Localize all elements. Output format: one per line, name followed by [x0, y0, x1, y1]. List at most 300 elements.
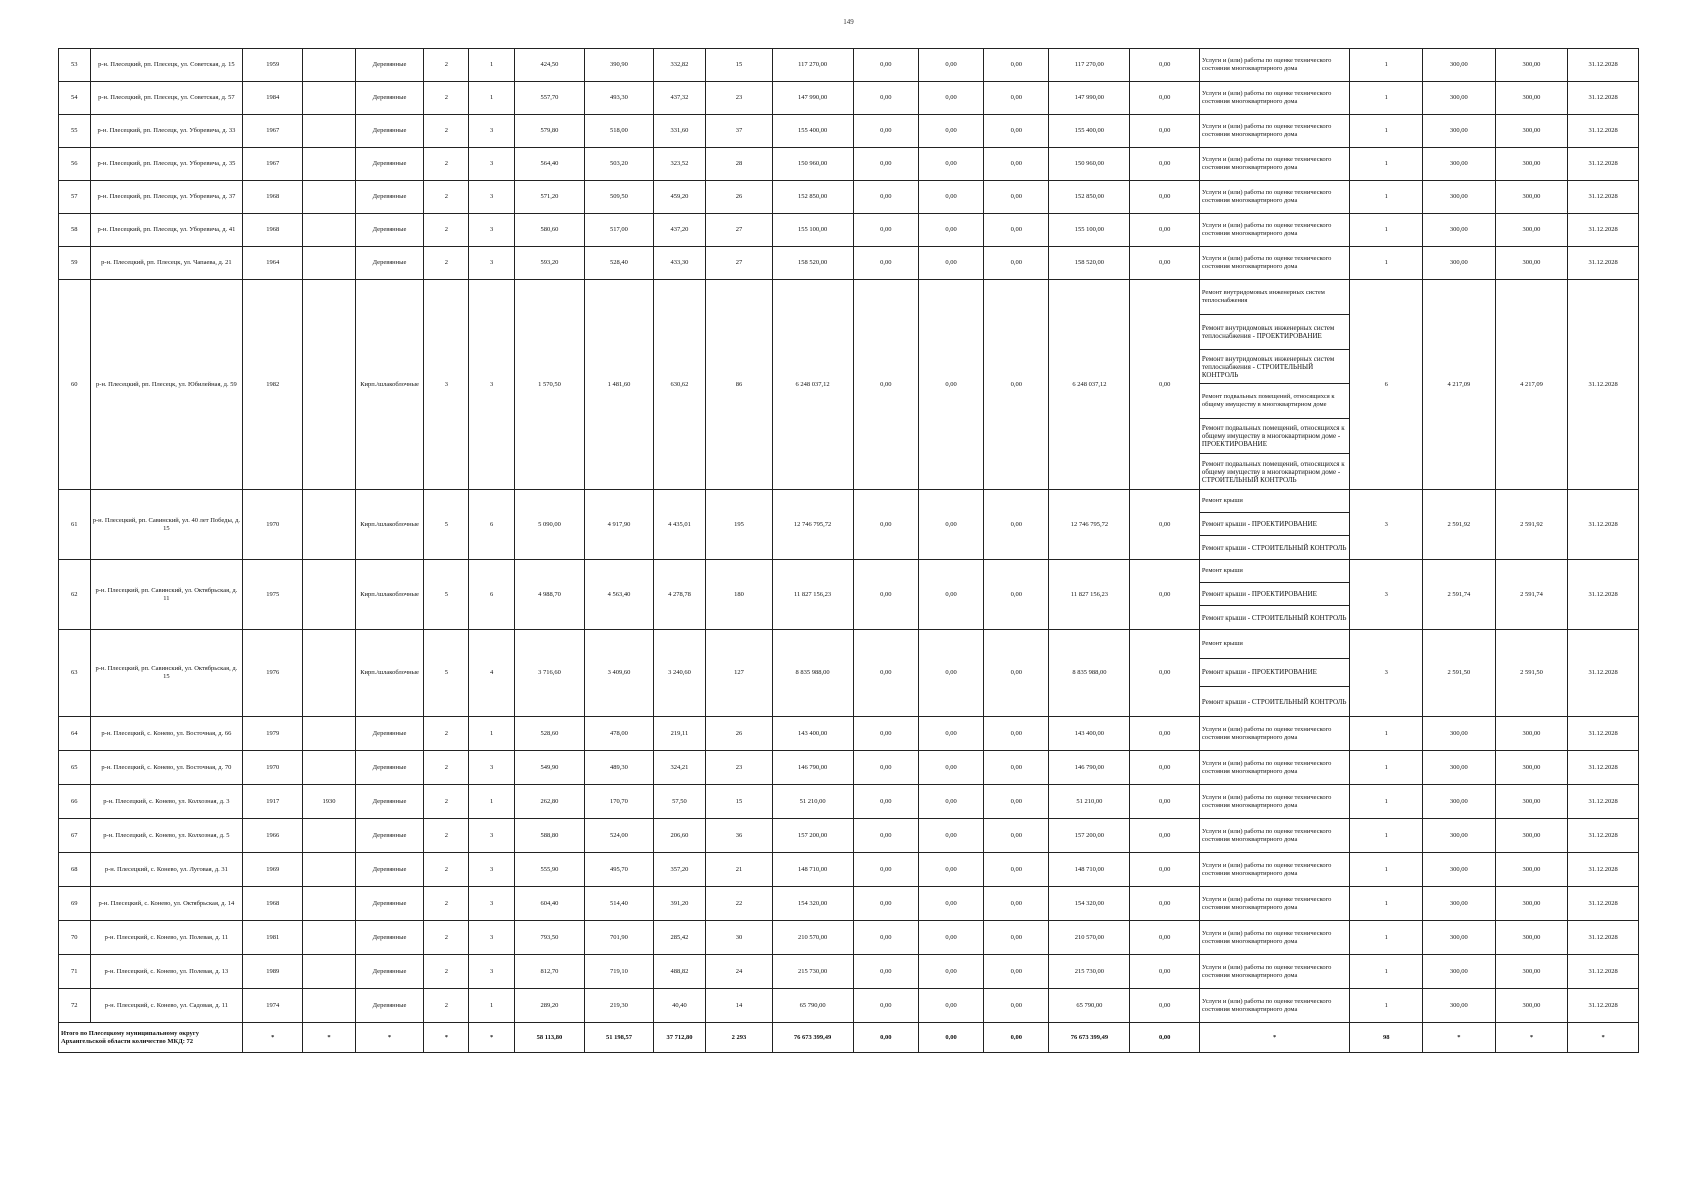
fund-cell: 0,00: [984, 955, 1049, 989]
row-number: 68: [59, 853, 91, 887]
owners-funds-cell: 12 746 795,72: [1049, 490, 1130, 560]
row-number: 60: [59, 280, 91, 490]
fund-cell: 0,00: [853, 148, 918, 181]
year-built-cell: 1974: [243, 989, 303, 1023]
premises-area-cell: 495,70: [585, 853, 653, 887]
residents-cell: 22: [706, 887, 772, 921]
floors-cell: 2: [424, 214, 469, 247]
works-cell: [1199, 785, 1350, 819]
unit-cost-cell: 300,00: [1423, 819, 1496, 853]
work-item: Ремонт крыши - ПРОЕКТИРОВАНИЕ: [1200, 659, 1350, 688]
total-area-cell: 579,80: [514, 115, 585, 148]
unit-cost-cell: 300,00: [1423, 181, 1496, 214]
total-cost-cell: 210 570,00: [772, 921, 853, 955]
premises-area-cell: 509,50: [585, 181, 653, 214]
year-built-cell: 1968: [243, 887, 303, 921]
works-count-cell: 1: [1350, 751, 1423, 785]
owners-funds-cell: 150 960,00: [1049, 148, 1130, 181]
year-built-cell: 1966: [243, 819, 303, 853]
floors-cell: 3: [424, 280, 469, 490]
row-number: 62: [59, 560, 91, 630]
year-built-cell: 1969: [243, 853, 303, 887]
work-item: Услуги и (или) работы по оценке технического состояния многоквартирного дома: [1201, 222, 1332, 237]
total-area-cell: 5 090,00: [514, 490, 585, 560]
total-cost-cell: 158 520,00: [772, 247, 853, 280]
entrances-cell: 3: [469, 214, 514, 247]
fund-cell: 0,00: [853, 115, 918, 148]
total-area-cell: 593,20: [514, 247, 585, 280]
fund-cell: 0,00: [853, 82, 918, 115]
fund-cell: 0,00: [918, 247, 983, 280]
other-funds-cell: 0,00: [1130, 785, 1199, 819]
total-cost-cell: 143 400,00: [772, 717, 853, 751]
year-reconstruction-cell: [303, 853, 356, 887]
owners-funds-cell: 155 100,00: [1049, 214, 1130, 247]
table-row: [59, 751, 1639, 785]
fund-cell: 0,00: [984, 214, 1049, 247]
entrances-cell: 3: [469, 853, 514, 887]
address-cell: р-н. Плесецкий, рп. Плесецк, ул. Уборевича, д. 33: [90, 115, 243, 148]
total-entrances-cell: *: [469, 1023, 514, 1053]
year-built-cell: 1984: [243, 82, 303, 115]
year-reconstruction-cell: [303, 989, 356, 1023]
fund-cell: 0,00: [918, 148, 983, 181]
table-row: [59, 989, 1639, 1023]
owners-funds-cell: 117 270,00: [1049, 49, 1130, 82]
wall-material-cell: Деревянные: [355, 785, 423, 819]
address-cell: р-н. Плесецкий, с. Конево, ул. Колхозная, д. 5: [90, 819, 243, 853]
table-row: [59, 214, 1639, 247]
residential-area-cell: 206,60: [653, 819, 706, 853]
unit-cost-cell: 300,00: [1423, 148, 1496, 181]
year-built-cell: 1967: [243, 148, 303, 181]
total-cost-cell: 157 200,00: [772, 819, 853, 853]
works-cell: [1199, 560, 1350, 630]
fund-cell: 0,00: [984, 247, 1049, 280]
year-reconstruction-cell: [303, 717, 356, 751]
premises-area-cell: 390,90: [585, 49, 653, 82]
deadline-cell: 31.12.2028: [1568, 853, 1639, 887]
floors-cell: 5: [424, 490, 469, 560]
fund-cell: 0,00: [984, 853, 1049, 887]
total-area-cell: 564,40: [514, 148, 585, 181]
fund-cell: 0,00: [918, 819, 983, 853]
year-reconstruction-cell: [303, 560, 356, 630]
works-cell: [1199, 115, 1350, 148]
premises-area-cell: 503,20: [585, 148, 653, 181]
address-cell: р-н. Плесецкий, рп. Плесецк, ул. Юбилейная, д. 59: [90, 280, 243, 490]
works-count-cell: 3: [1350, 490, 1423, 560]
fund-cell: 0,00: [918, 181, 983, 214]
fund-cell: 0,00: [918, 115, 983, 148]
total-cost-cell: 117 270,00: [772, 49, 853, 82]
fund-cell: 0,00: [984, 921, 1049, 955]
entrances-cell: 1: [469, 989, 514, 1023]
works-cell: [1199, 630, 1350, 717]
entrances-cell: 3: [469, 280, 514, 490]
year-reconstruction-cell: [303, 49, 356, 82]
entrances-cell: 6: [469, 560, 514, 630]
floors-cell: 2: [424, 955, 469, 989]
owners-funds-cell: 148 710,00: [1049, 853, 1130, 887]
other-funds-cell: 0,00: [1130, 247, 1199, 280]
other-funds-cell: 0,00: [1130, 751, 1199, 785]
address-cell: р-н. Плесецкий, рп. Плесецк, ул. Уборевича, д. 41: [90, 214, 243, 247]
year-reconstruction-cell: [303, 181, 356, 214]
premises-area-cell: 219,30: [585, 989, 653, 1023]
other-funds-cell: 0,00: [1130, 82, 1199, 115]
work-item: Ремонт подвальных помещений, относящихся к общему имуществу в многоквартирном доме: [1200, 384, 1350, 419]
works-count-cell: 1: [1350, 785, 1423, 819]
owners-funds-cell: 146 790,00: [1049, 751, 1130, 785]
work-item: Ремонт крыши - ПРОЕКТИРОВАНИЕ: [1200, 583, 1350, 606]
unit-cost-cell: 300,00: [1423, 887, 1496, 921]
fund-cell: 0,00: [984, 989, 1049, 1023]
other-funds-cell: 0,00: [1130, 887, 1199, 921]
residents-cell: 23: [706, 751, 772, 785]
year-built-cell: 1964: [243, 247, 303, 280]
fund-cell: 0,00: [853, 989, 918, 1023]
premises-area-cell: 3 409,60: [585, 630, 653, 717]
total-area-cell: 555,90: [514, 853, 585, 887]
premises-area-cell: 524,00: [585, 819, 653, 853]
entrances-cell: 3: [469, 751, 514, 785]
max-cost-cell: 300,00: [1495, 853, 1568, 887]
other-funds-cell: 0,00: [1130, 115, 1199, 148]
fund-cell: 0,00: [853, 630, 918, 717]
fund-cell: 0,00: [853, 49, 918, 82]
year-reconstruction-cell: [303, 630, 356, 717]
works-cell: [1199, 181, 1350, 214]
total-area-cell: 557,70: [514, 82, 585, 115]
table-row: [59, 247, 1639, 280]
total-cost-cell: 11 827 156,23: [772, 560, 853, 630]
floors-cell: 2: [424, 785, 469, 819]
wall-material-cell: Деревянные: [355, 717, 423, 751]
year-built-cell: 1959: [243, 49, 303, 82]
year-reconstruction-cell: [303, 115, 356, 148]
total-residential-area-cell: 37 712,80: [653, 1023, 706, 1053]
works-cell: [1199, 819, 1350, 853]
owners-funds-cell: 143 400,00: [1049, 717, 1130, 751]
fund-cell: 0,00: [853, 247, 918, 280]
entrances-cell: 3: [469, 955, 514, 989]
other-funds-cell: 0,00: [1130, 181, 1199, 214]
other-funds-cell: 0,00: [1130, 148, 1199, 181]
residential-area-cell: 437,20: [653, 214, 706, 247]
floors-cell: 2: [424, 148, 469, 181]
deadline-cell: 31.12.2028: [1568, 247, 1639, 280]
premises-area-cell: 478,00: [585, 717, 653, 751]
wall-material-cell: Деревянные: [355, 751, 423, 785]
unit-cost-cell: 300,00: [1423, 785, 1496, 819]
total-premises-area-cell: 51 198,57: [585, 1023, 653, 1053]
works-count-cell: 1: [1350, 181, 1423, 214]
unit-cost-cell: 300,00: [1423, 751, 1496, 785]
wall-material-cell: Кирп./шлакоблочные: [355, 630, 423, 717]
entrances-cell: 1: [469, 785, 514, 819]
total-cost-cell: 65 790,00: [772, 989, 853, 1023]
works-cell: [1199, 717, 1350, 751]
total-fund-cell: 0,00: [853, 1023, 918, 1053]
total-area-cell: 528,60: [514, 717, 585, 751]
residents-cell: 86: [706, 280, 772, 490]
wall-material-cell: Деревянные: [355, 148, 423, 181]
total-area-cell: 549,90: [514, 751, 585, 785]
total-works-count-cell: 98: [1350, 1023, 1423, 1053]
residents-cell: 26: [706, 717, 772, 751]
residential-area-cell: 433,30: [653, 247, 706, 280]
floors-cell: 2: [424, 989, 469, 1023]
work-item: Услуги и (или) работы по оценке технического состояния многоквартирного дома: [1201, 827, 1332, 843]
table-row: [59, 280, 1639, 490]
fund-cell: 0,00: [984, 717, 1049, 751]
residents-cell: 37: [706, 115, 772, 148]
total-year-built-cell: *: [243, 1023, 303, 1053]
residents-cell: 21: [706, 853, 772, 887]
fund-cell: 0,00: [918, 955, 983, 989]
other-funds-cell: 0,00: [1130, 490, 1199, 560]
address-cell: р-н. Плесецкий, с. Конево, ул. Полевая, д. 13: [90, 955, 243, 989]
works-cell: [1199, 921, 1350, 955]
entrances-cell: 3: [469, 148, 514, 181]
total-row: [59, 1023, 1639, 1053]
residential-area-cell: 219,11: [653, 717, 706, 751]
max-cost-cell: 300,00: [1495, 49, 1568, 82]
deadline-cell: 31.12.2028: [1568, 214, 1639, 247]
year-built-cell: 1968: [243, 214, 303, 247]
fund-cell: 0,00: [853, 921, 918, 955]
fund-cell: 0,00: [918, 490, 983, 560]
residential-area-cell: 323,52: [653, 148, 706, 181]
floors-cell: 2: [424, 853, 469, 887]
wall-material-cell: Деревянные: [355, 247, 423, 280]
row-number: 63: [59, 630, 91, 717]
row-number: 54: [59, 82, 91, 115]
row-number: 61: [59, 490, 91, 560]
max-cost-cell: 300,00: [1495, 148, 1568, 181]
total-cost-cell: 148 710,00: [772, 853, 853, 887]
residential-area-cell: 3 240,60: [653, 630, 706, 717]
premises-area-cell: 528,40: [585, 247, 653, 280]
row-number: 58: [59, 214, 91, 247]
premises-area-cell: 493,30: [585, 82, 653, 115]
owners-funds-cell: 210 570,00: [1049, 921, 1130, 955]
premises-area-cell: 518,00: [585, 115, 653, 148]
year-built-cell: 1981: [243, 921, 303, 955]
year-built-cell: 1970: [243, 490, 303, 560]
total-max-cost-cell: *: [1495, 1023, 1568, 1053]
deadline-cell: 31.12.2028: [1568, 630, 1639, 717]
fund-cell: 0,00: [918, 717, 983, 751]
deadline-cell: 31.12.2028: [1568, 560, 1639, 630]
owners-funds-cell: 157 200,00: [1049, 819, 1130, 853]
fund-cell: 0,00: [984, 630, 1049, 717]
max-cost-cell: 300,00: [1495, 989, 1568, 1023]
works-count-cell: 1: [1350, 82, 1423, 115]
other-funds-cell: 0,00: [1130, 630, 1199, 717]
total-cost-cell: 215 730,00: [772, 955, 853, 989]
residents-cell: 27: [706, 247, 772, 280]
work-item: Услуги и (или) работы по оценке технического состояния многоквартирного дома: [1201, 963, 1332, 979]
max-cost-cell: 300,00: [1495, 819, 1568, 853]
work-item: Ремонт подвальных помещений, относящихся к общему имуществу в многоквартирном доме - СТРОИТЕЛЬНЫЙ КОНТРОЛЬ: [1201, 459, 1345, 484]
table-row: [59, 82, 1639, 115]
deadline-cell: 31.12.2028: [1568, 148, 1639, 181]
total-other-funds-cell: 0,00: [1130, 1023, 1199, 1053]
address-cell: р-н. Плесецкий, рп. Савинский, ул. 40 лет Победы, д. 15: [90, 490, 243, 560]
row-number: 59: [59, 247, 91, 280]
total-wall-material-cell: *: [355, 1023, 423, 1053]
table-row: [59, 819, 1639, 853]
residential-area-cell: 391,20: [653, 887, 706, 921]
works-cell: [1199, 751, 1350, 785]
entrances-cell: 1: [469, 82, 514, 115]
wall-material-cell: Деревянные: [355, 115, 423, 148]
work-item: Услуги и (или) работы по оценке технического состояния многоквартирного дома: [1201, 123, 1332, 138]
work-item: Ремонт внутридомовых инженерных систем теплоснабжения: [1200, 280, 1350, 315]
works-count-cell: 1: [1350, 148, 1423, 181]
residents-cell: 14: [706, 989, 772, 1023]
address-cell: р-н. Плесецкий, с. Конево, ул. Полевая, д. 11: [90, 921, 243, 955]
deadline-cell: 31.12.2028: [1568, 785, 1639, 819]
work-item: Услуги и (или) работы по оценке технического состояния многоквартирного дома: [1201, 929, 1332, 945]
works-cell: [1199, 955, 1350, 989]
unit-cost-cell: 2 591,92: [1423, 490, 1496, 560]
total-unit-cost-cell: *: [1423, 1023, 1496, 1053]
residential-area-cell: 40,40: [653, 989, 706, 1023]
residents-cell: 27: [706, 214, 772, 247]
address-cell: р-н. Плесецкий, с. Конево, ул. Восточная, д. 66: [90, 717, 243, 751]
fund-cell: 0,00: [853, 181, 918, 214]
max-cost-cell: 300,00: [1495, 115, 1568, 148]
row-number: 57: [59, 181, 91, 214]
fund-cell: 0,00: [918, 887, 983, 921]
works-cell: [1199, 214, 1350, 247]
address-cell: р-н. Плесецкий, рп. Плесецк, ул. Уборевича, д. 35: [90, 148, 243, 181]
deadline-cell: 31.12.2028: [1568, 751, 1639, 785]
floors-cell: 2: [424, 247, 469, 280]
fund-cell: 0,00: [853, 955, 918, 989]
owners-funds-cell: 154 320,00: [1049, 887, 1130, 921]
works-count-cell: 1: [1350, 989, 1423, 1023]
unit-cost-cell: 300,00: [1423, 921, 1496, 955]
table-row: [59, 490, 1639, 560]
row-number: 66: [59, 785, 91, 819]
floors-cell: 2: [424, 819, 469, 853]
fund-cell: 0,00: [984, 819, 1049, 853]
fund-cell: 0,00: [918, 560, 983, 630]
row-number: 72: [59, 989, 91, 1023]
max-cost-cell: 300,00: [1495, 247, 1568, 280]
residential-area-cell: 324,21: [653, 751, 706, 785]
year-reconstruction-cell: [303, 490, 356, 560]
work-item: Услуги и (или) работы по оценке технического состояния многоквартирного дома: [1201, 895, 1332, 911]
work-item: Ремонт подвальных помещений, относящихся к общему имуществу в многоквартирном доме - ПРОЕКТИРОВАНИЕ: [1200, 419, 1350, 454]
owners-funds-cell: 6 248 037,12: [1049, 280, 1130, 490]
register-table: [58, 48, 1639, 1053]
deadline-cell: 31.12.2028: [1568, 115, 1639, 148]
unit-cost-cell: 2 591,50: [1423, 630, 1496, 717]
fund-cell: 0,00: [918, 853, 983, 887]
works-count-cell: 1: [1350, 921, 1423, 955]
row-number: 65: [59, 751, 91, 785]
work-item: Услуги и (или) работы по оценке технического состояния многоквартирного дома: [1201, 57, 1332, 72]
max-cost-cell: 300,00: [1495, 717, 1568, 751]
address-cell: р-н. Плесецкий, рп. Савинский, ул. Октябрьская, д. 15: [90, 630, 243, 717]
address-cell: р-н. Плесецкий, рп. Савинский, ул. Октябрьская, д. 11: [90, 560, 243, 630]
entrances-cell: 6: [469, 490, 514, 560]
residential-area-cell: 57,50: [653, 785, 706, 819]
wall-material-cell: Деревянные: [355, 181, 423, 214]
work-item: Ремонт крыши - СТРОИТЕЛЬНЫЙ КОНТРОЛЬ: [1201, 697, 1347, 706]
fund-cell: 0,00: [918, 630, 983, 717]
year-reconstruction-cell: [303, 887, 356, 921]
year-built-cell: 1967: [243, 115, 303, 148]
wall-material-cell: Деревянные: [355, 989, 423, 1023]
work-item: Услуги и (или) работы по оценке технического состояния многоквартирного дома: [1201, 156, 1332, 171]
total-cost-cell: 147 990,00: [772, 82, 853, 115]
owners-funds-cell: 8 835 988,00: [1049, 630, 1130, 717]
residents-cell: 26: [706, 181, 772, 214]
work-item: Ремонт крыши: [1200, 630, 1350, 659]
works-cell: [1199, 490, 1350, 560]
floors-cell: 2: [424, 181, 469, 214]
max-cost-cell: 300,00: [1495, 214, 1568, 247]
residential-area-cell: 332,82: [653, 49, 706, 82]
works-count-cell: 1: [1350, 887, 1423, 921]
address-cell: р-н. Плесецкий, рп. Плесецк, ул. Советская, д. 57: [90, 82, 243, 115]
other-funds-cell: 0,00: [1130, 214, 1199, 247]
works-count-cell: 1: [1350, 115, 1423, 148]
entrances-cell: 3: [469, 921, 514, 955]
fund-cell: 0,00: [918, 280, 983, 490]
unit-cost-cell: 300,00: [1423, 82, 1496, 115]
address-cell: р-н. Плесецкий, рп. Плесецк, ул. Советская, д. 15: [90, 49, 243, 82]
works-cell: [1199, 280, 1350, 490]
total-area-cell: 571,20: [514, 181, 585, 214]
row-number: 64: [59, 717, 91, 751]
premises-area-cell: 517,00: [585, 214, 653, 247]
row-number: 70: [59, 921, 91, 955]
total-owners-funds-cell: 76 673 399,49: [1049, 1023, 1130, 1053]
floors-cell: 5: [424, 560, 469, 630]
deadline-cell: 31.12.2028: [1568, 887, 1639, 921]
max-cost-cell: 300,00: [1495, 921, 1568, 955]
fund-cell: 0,00: [853, 887, 918, 921]
residents-cell: 23: [706, 82, 772, 115]
fund-cell: 0,00: [918, 921, 983, 955]
total-area-cell: 793,50: [514, 921, 585, 955]
fund-cell: 0,00: [853, 560, 918, 630]
residents-cell: 15: [706, 785, 772, 819]
other-funds-cell: 0,00: [1130, 955, 1199, 989]
works-count-cell: 1: [1350, 214, 1423, 247]
work-item: Услуги и (или) работы по оценке технического состояния многоквартирного дома: [1201, 255, 1332, 270]
works-count-cell: 1: [1350, 247, 1423, 280]
residents-cell: 127: [706, 630, 772, 717]
table-row: [59, 717, 1639, 751]
table-row: [59, 955, 1639, 989]
residential-area-cell: 437,32: [653, 82, 706, 115]
fund-cell: 0,00: [918, 82, 983, 115]
entrances-cell: 1: [469, 49, 514, 82]
year-built-cell: 1970: [243, 751, 303, 785]
work-item: Ремонт крыши: [1200, 560, 1350, 583]
entrances-cell: 3: [469, 819, 514, 853]
residents-cell: 195: [706, 490, 772, 560]
work-item: Ремонт внутридомовых инженерных систем теплоснабжения - ПРОЕКТИРОВАНИЕ: [1200, 315, 1350, 350]
